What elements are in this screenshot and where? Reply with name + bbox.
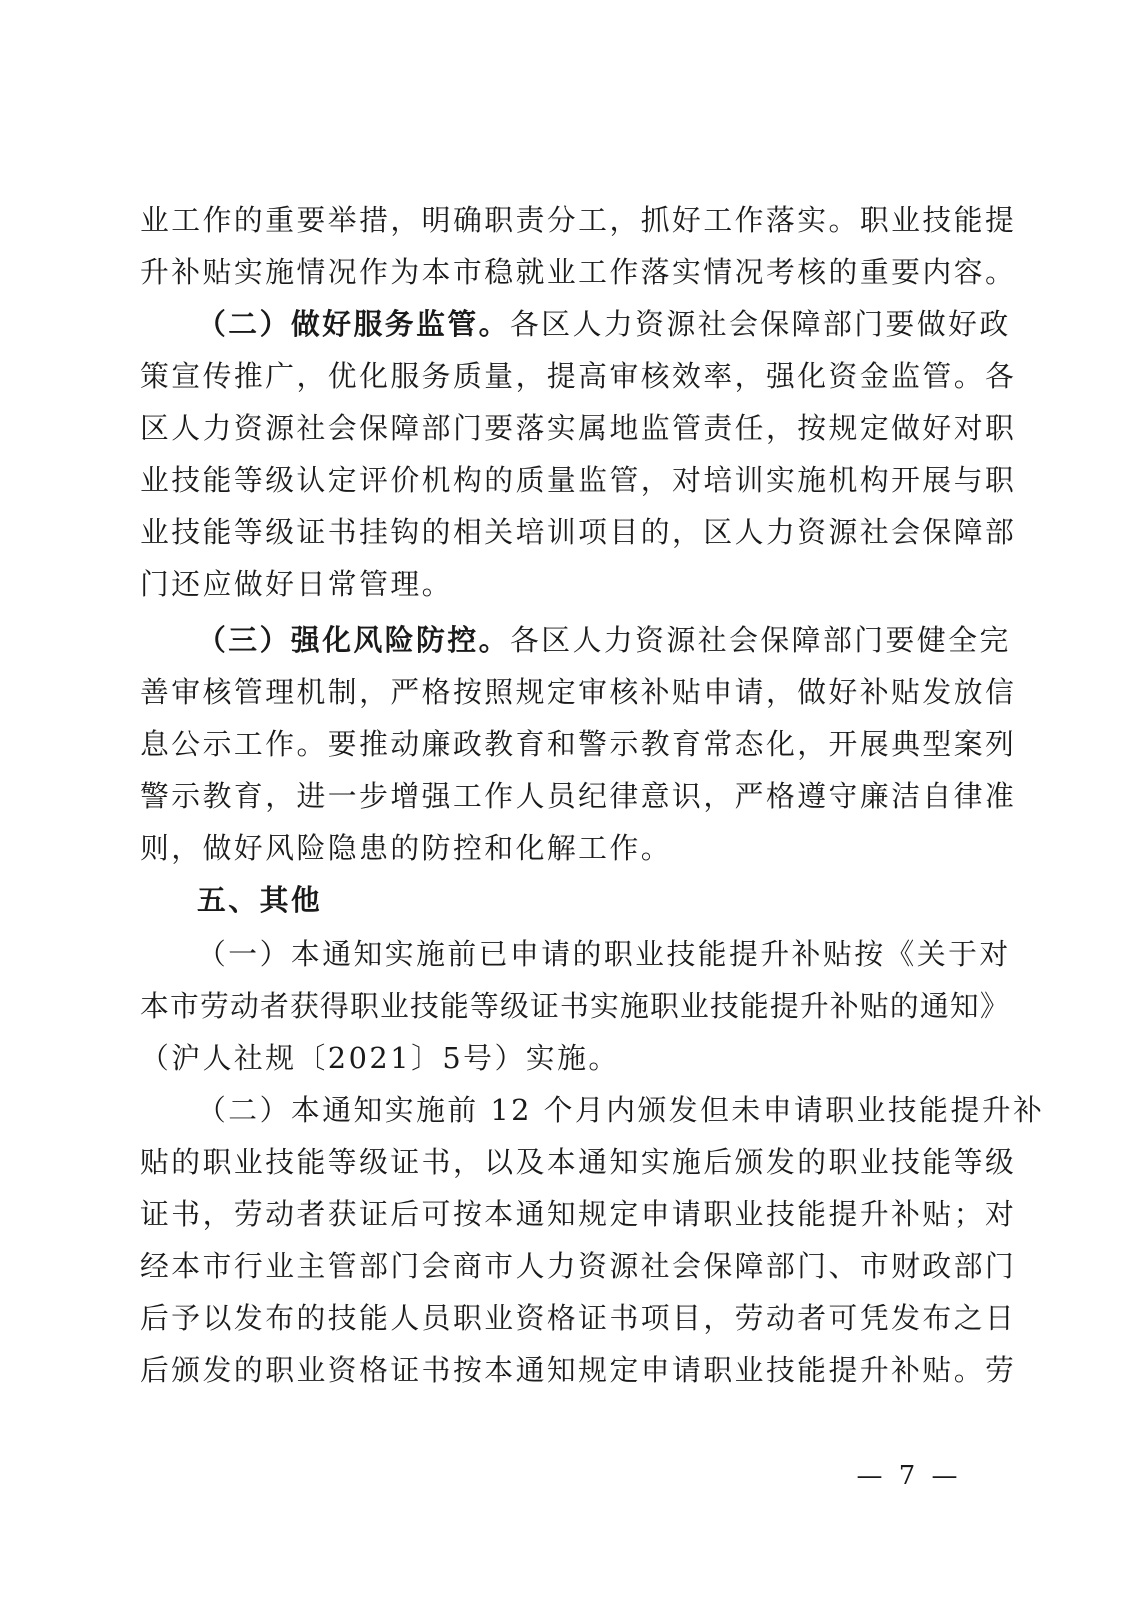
paragraph-line: （二）本通知实施前 12 个月内颁发但未申请职业技能提升补: [197, 1093, 1045, 1127]
page-number: — 7 —: [856, 1461, 962, 1491]
paragraph-line: 区人力资源社会保障部门要落实属地监管责任，按规定做好对职: [140, 411, 1017, 445]
paragraph-line: 业工作的重要举措，明确职责分工，抓好工作落实。职业技能提: [140, 203, 1017, 237]
paragraph-text: 各区人力资源社会保障部门要健全完: [509, 623, 1011, 657]
paragraph-line: [197, 298, 1011, 350]
paragraph-line: 则，做好风险隐患的防控和化解工作。: [140, 831, 673, 865]
paragraph-line: 业技能等级证书挂钩的相关培训项目的，区人力资源社会保障部: [140, 515, 1017, 549]
paragraph-line: 息公示工作。要推动廉政教育和警示教育常态化，开展典型案列: [140, 727, 1017, 761]
paragraph-line: （一）本通知实施前已申请的职业技能提升补贴按《关于对: [197, 937, 1011, 971]
paragraph-line: 业技能等级认定评价机构的质量监管，对培训实施机构开展与职: [140, 463, 1017, 497]
paragraph-line: 后予以发布的技能人员职业资格证书项目，劳动者可凭发布之日: [140, 1301, 1017, 1335]
section-heading: 五、其他: [197, 883, 323, 917]
paragraph-line: 后颁发的职业资格证书按本通知规定申请职业技能提升补贴。劳: [140, 1353, 1017, 1387]
paragraph-line: 策宣传推广，优化服务质量，提高审核效率，强化资金监管。各: [140, 359, 1017, 393]
paragraph-line: （沪人社规〔2021〕5号）实施。: [140, 1041, 620, 1075]
paragraph-line: 门还应做好日常管理。: [140, 567, 453, 601]
paragraph-line: 升补贴实施情况作为本市稳就业工作落实情况考核的重要内容。: [140, 255, 1017, 289]
subsection-heading: （二）做好服务监管。: [197, 307, 510, 341]
paragraph-line: [197, 614, 1011, 666]
paragraph-line: 善审核管理机制，严格按照规定审核补贴申请，做好补贴发放信: [140, 675, 1017, 709]
paragraph-line: 警示教育，进一步增强工作人员纪律意识，严格遵守廉洁自律准: [140, 779, 1017, 813]
paragraph-line: 经本市行业主管部门会商市人力资源社会保障部门、市财政部门: [140, 1249, 1017, 1283]
subsection-heading: （三）强化风险防控。: [197, 623, 510, 657]
paragraph-text: 各区人力资源社会保障部门要做好政: [509, 307, 1011, 341]
paragraph-line: 贴的职业技能等级证书，以及本通知实施后颁发的职业技能等级: [140, 1145, 1017, 1179]
paragraph-line: 本市劳动者获得职业技能等级证书实施职业技能提升补贴的通知》: [140, 989, 1010, 1023]
paragraph-line: 证书，劳动者获证后可按本通知规定申请职业技能提升补贴；对: [140, 1197, 1017, 1231]
